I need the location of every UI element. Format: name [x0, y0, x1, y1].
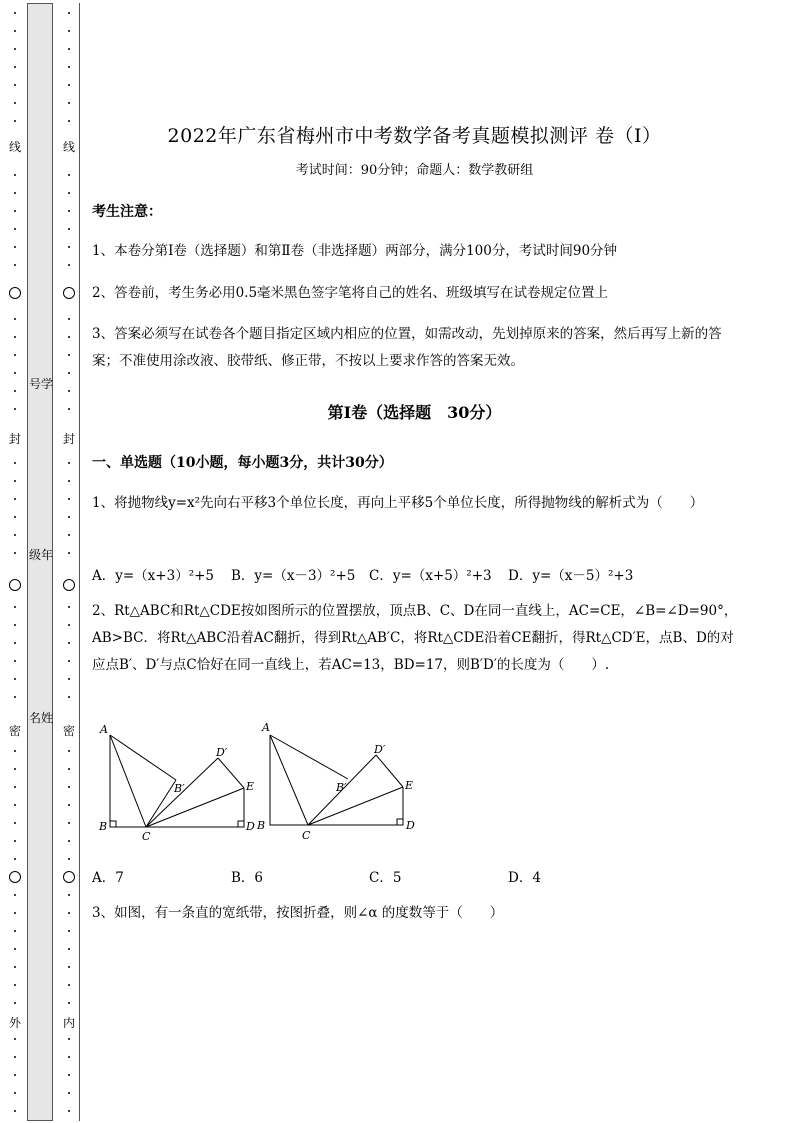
cut-line-dot: [68, 102, 70, 104]
q2-option-a: A．7: [92, 870, 124, 886]
cut-line-dot: [14, 804, 16, 806]
outer-cut-line: [8, 8, 22, 1118]
cut-line-dot: [68, 894, 70, 896]
cut-line-dot: [68, 336, 70, 338]
cut-line-dot: [14, 354, 16, 356]
q1-option-c: C．y=（x+5）²+3: [369, 568, 492, 584]
cut-line-dot: [14, 192, 16, 194]
cut-line-dot: [14, 102, 16, 104]
cut-line-dot: [14, 606, 16, 608]
margin-rule: [79, 3, 80, 1121]
cut-line-dot: [14, 174, 16, 176]
cut-line-dot: [68, 48, 70, 50]
cut-line-dot: [14, 1038, 16, 1040]
cut-line-dot: [14, 246, 16, 248]
cut-line-dot: [68, 84, 70, 86]
cut-line-dot: [14, 660, 16, 662]
part-heading: 一、单选题（10小题，每小题3分，共计30分）: [92, 455, 393, 471]
cut-line-dot: [68, 552, 70, 554]
q2-stem: 2、Rt△ABC和Rt△CDE按如图所示的位置摆放，顶点B、C、D在同一直线上，AC=CE，∠B=∠D=90°，AB>BC．将Rt△ABC沿着AC翻折，得到Rt△AB′C，将Rt△CDE沿着CE翻折，得Rt△CD′E，点B、D的对应点B′、D′与点C恰好在同一直线上，若AC=13，BD=17，则B′D′的长度为（ ）.: [92, 603, 738, 673]
cut-line-dot: [14, 48, 16, 50]
q2-fig2-label-b-prime: B′: [336, 781, 347, 794]
cut-line-dot: [14, 750, 16, 752]
cut-line-dot: [68, 822, 70, 824]
cut-line-dot: [14, 984, 16, 986]
binding-margin: [0, 0, 82, 1123]
circle-icon: [63, 871, 75, 883]
inner-seal-char: 内: [62, 1016, 75, 1030]
cut-line-dot: [14, 264, 16, 266]
q1-option-d: D．y=（x－5）²+3: [508, 568, 634, 584]
q2-option-d: D．4: [508, 870, 541, 886]
cut-line-dot: [68, 678, 70, 680]
inner-seal-char: 线: [62, 140, 75, 154]
cut-line-dot: [14, 66, 16, 68]
cut-line-dot: [68, 696, 70, 698]
cut-line-dot: [68, 372, 70, 374]
cut-line-dot: [14, 318, 16, 320]
q2-fig1-label-b-prime: B′: [174, 782, 185, 795]
cut-line-dot: [14, 822, 16, 824]
cut-line-dot: [14, 912, 16, 914]
cut-line-dot: [68, 786, 70, 788]
outer-seal-char: 外: [8, 1016, 21, 1030]
notice-item-3: 3、答案必须写在试卷各个题目指定区域内相应的位置，如需改动，先划掉原来的答案，然后再写上新的答案；不准使用涂改液、胶带纸、修正带，不按以上要求作答的答案无效。: [92, 326, 722, 369]
exam-subtitle: 考试时间：90分钟；命题人：数学教研组: [295, 163, 534, 178]
cut-line-dot: [68, 264, 70, 266]
cut-line-dot: [68, 30, 70, 32]
cut-line-dot: [68, 1056, 70, 1058]
cut-line-dot: [68, 966, 70, 968]
outer-seal-char: 封: [8, 432, 21, 446]
outer-seal-char: 线: [8, 140, 21, 154]
section-title: 第Ⅰ卷（选择题 30分）: [327, 403, 502, 422]
cut-line-dot: [14, 534, 16, 536]
q2-fig2-label-c: C: [302, 829, 311, 842]
cut-line-dot: [14, 498, 16, 500]
cut-line-dot: [14, 948, 16, 950]
circle-icon: [63, 579, 75, 591]
cut-line-dot: [14, 1092, 16, 1094]
cut-line-dot: [14, 786, 16, 788]
cut-line-dot: [68, 516, 70, 518]
cut-line-dot: [68, 318, 70, 320]
class-label: 级年: [28, 548, 53, 562]
cut-line-dot: [14, 12, 16, 14]
cut-line-dot: [14, 84, 16, 86]
cut-line-dot: [14, 894, 16, 896]
cut-line-dot: [68, 210, 70, 212]
cut-line-dot: [68, 768, 70, 770]
cut-line-dot: [68, 1110, 70, 1112]
cut-line-dot: [68, 804, 70, 806]
name-label: 名姓: [28, 711, 53, 725]
cut-line-dot: [68, 66, 70, 68]
circle-icon: [9, 579, 21, 591]
cut-line-dot: [14, 210, 16, 212]
cut-line-dot: [14, 1074, 16, 1076]
cut-line-dot: [68, 120, 70, 122]
cut-line-dot: [68, 534, 70, 536]
cut-line-dot: [68, 12, 70, 14]
cut-line-dot: [68, 228, 70, 230]
cut-line-dot: [68, 660, 70, 662]
q2-option-c: C．5: [369, 870, 402, 886]
cut-line-dot: [68, 750, 70, 752]
q1-option-a: A．y=（x+3）²+5: [92, 568, 215, 584]
exam-title: 2022年广东省梅州市中考数学备考真题模拟测评 卷（Ⅰ）: [167, 125, 662, 147]
q2-fig1-label-d: D: [246, 820, 255, 833]
cut-line-dot: [68, 930, 70, 932]
cut-line-dot: [68, 642, 70, 644]
cut-line-dot: [68, 498, 70, 500]
cut-line-dot: [14, 516, 16, 518]
notice-item-2: 2、答卷前，考生务必用0.5毫米黑色签字笔将自己的姓名、班级填写在试卷规定位置上: [92, 285, 609, 301]
q2-fig2-label-d-prime: D′: [374, 743, 386, 756]
cut-line-dot: [14, 624, 16, 626]
q2-fig1-label-b: B: [99, 820, 108, 833]
cut-line-dot: [14, 696, 16, 698]
cut-line-dot: [68, 1038, 70, 1040]
student-info-band: [27, 3, 53, 1121]
q2-fig1-label-a: A: [100, 723, 108, 736]
cut-line-dot: [68, 624, 70, 626]
cut-line-dot: [68, 1092, 70, 1094]
cut-line-dot: [14, 966, 16, 968]
cut-line-dot: [68, 1074, 70, 1076]
cut-line-dot: [68, 462, 70, 464]
cut-line-dot: [14, 642, 16, 644]
cut-line-dot: [14, 1056, 16, 1058]
cut-line-dot: [14, 228, 16, 230]
cut-line-dot: [14, 1002, 16, 1004]
cut-line-dot: [14, 768, 16, 770]
cut-line-dot: [14, 462, 16, 464]
cut-line-dot: [68, 390, 70, 392]
cut-line-dot: [68, 480, 70, 482]
cut-line-dot: [68, 1002, 70, 1004]
cut-line-dot: [68, 912, 70, 914]
cut-line-dot: [68, 192, 70, 194]
q2-fig2-label-a: A: [262, 721, 270, 734]
q1-stem: 1、将抛物线y=x²先向右平移3个单位长度，再向上平移5个单位长度，所得抛物线的解析式为（ ）: [92, 495, 704, 511]
q2-fig2-label-d: D: [406, 819, 415, 832]
q2-figure-original: [98, 720, 260, 842]
inner-seal-char: 密: [62, 724, 75, 738]
cut-line-dot: [14, 552, 16, 554]
cut-line-dot: [68, 354, 70, 356]
cut-line-dot: [14, 336, 16, 338]
circle-icon: [9, 287, 21, 299]
notice-item-1: 1、本卷分第Ⅰ卷（选择题）和第Ⅱ卷（非选择题）两部分，满分100分，考试时间90分钟: [92, 243, 618, 259]
cut-line-dot: [14, 30, 16, 32]
cut-line-dot: [68, 858, 70, 860]
cut-line-dot: [14, 858, 16, 860]
cut-line-dot: [14, 840, 16, 842]
q2-option-b: B．6: [231, 870, 264, 886]
q2-fig1-label-c: C: [142, 830, 151, 842]
cut-line-dot: [14, 480, 16, 482]
cut-line-dot: [14, 678, 16, 680]
cut-line-dot: [68, 246, 70, 248]
cut-line-dot: [68, 174, 70, 176]
cut-line-dot: [14, 120, 16, 122]
q2-fig2-label-e: E: [405, 779, 414, 792]
cut-line-dot: [68, 984, 70, 986]
cut-line-dot: [14, 408, 16, 410]
inner-seal-char: 封: [62, 432, 75, 446]
q2-figure-folded: [256, 717, 421, 842]
q2-fig1-label-d-prime: D′: [216, 746, 228, 759]
q3-stem: 3、如图，有一条直的宽纸带，按图折叠，则∠α 的度数等于（ ）: [92, 905, 504, 921]
circle-icon: [63, 287, 75, 299]
q2-fig2-label-b: B: [257, 819, 266, 832]
cut-line-dot: [68, 948, 70, 950]
q1-option-b: B．y=（x－3）²+5: [231, 568, 356, 584]
outer-seal-char: 密: [8, 724, 21, 738]
cut-line-dot: [14, 390, 16, 392]
q2-fig1-label-e: E: [246, 780, 255, 793]
cut-line-dot: [14, 1110, 16, 1112]
student-id-label: 号学: [28, 377, 53, 391]
cut-line-dot: [14, 372, 16, 374]
inner-cut-line: [62, 8, 76, 1118]
circle-icon: [9, 871, 21, 883]
cut-line-dot: [68, 840, 70, 842]
cut-line-dot: [14, 930, 16, 932]
cut-line-dot: [68, 408, 70, 410]
notice-heading: 考生注意：: [92, 204, 162, 220]
cut-line-dot: [68, 606, 70, 608]
